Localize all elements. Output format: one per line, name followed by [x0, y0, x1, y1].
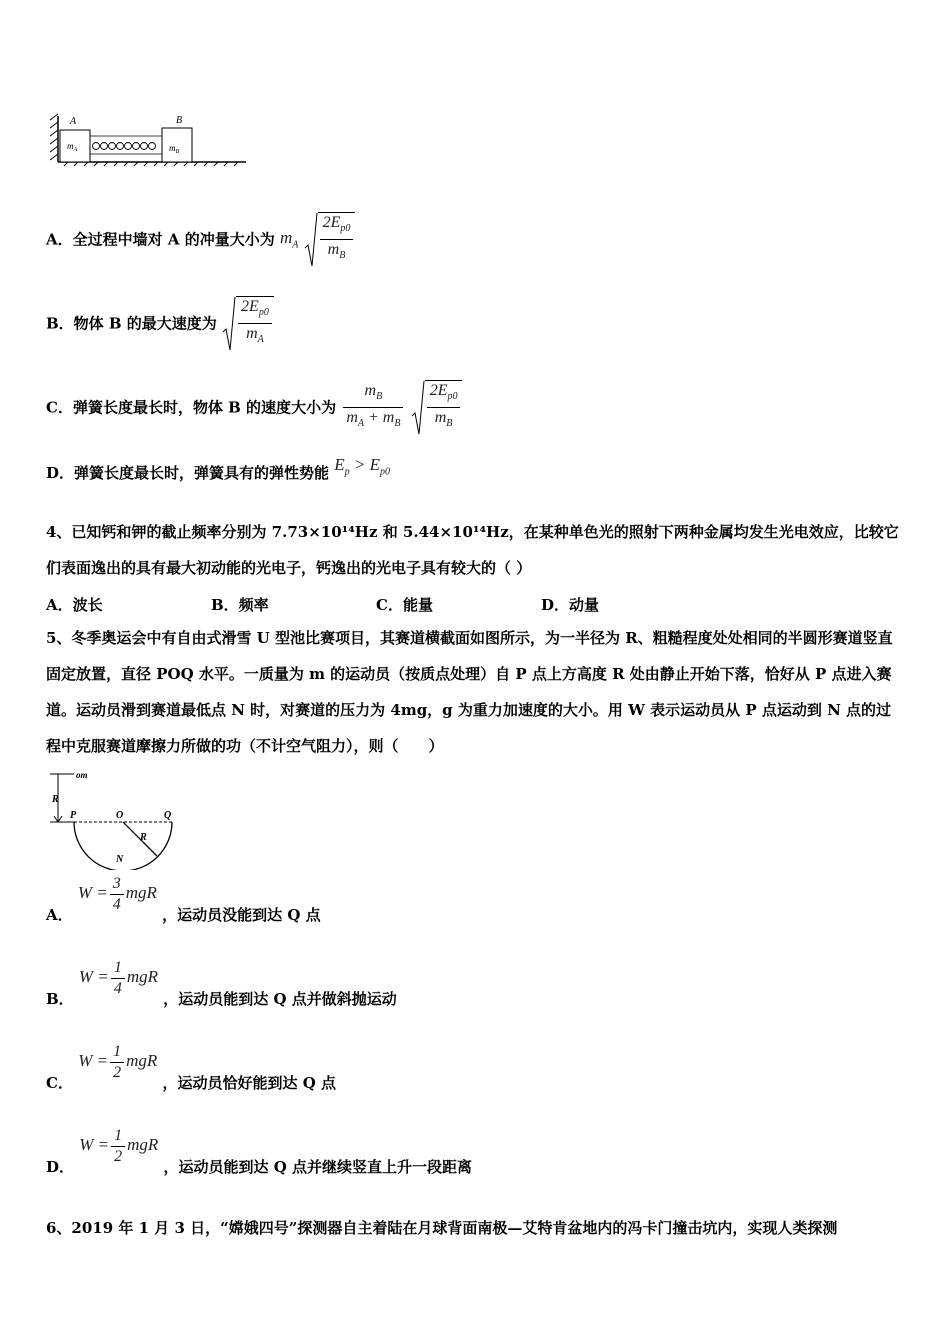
q4-option-d: D．动量 — [541, 596, 600, 614]
q3-option-d: D．弹簧长度最长时，弹簧具有的弹性势能 $E_p > E_{p0}$ — [46, 455, 390, 482]
q5-option-a: A． W = $\frac{3}{4}$ mgR ，运动员没能到达 Q 点 — [46, 875, 321, 924]
spring-block-figure — [44, 108, 254, 172]
q3-option-b: B．物体 B 的最大速度为 $\frac{2E_{p0}}{m_A}$ — [46, 296, 274, 350]
block-a — [60, 130, 90, 162]
q4-option-c: C．能量 — [376, 596, 433, 614]
q3-option-c: C．弹簧长度最长时，物体 B 的速度大小为 $\frac{m_B}{m_A + m_B}$ $\frac{2E_{p0}}{m_B}$ — [46, 380, 462, 434]
half-pipe-figure — [44, 770, 184, 870]
q5-text: 5、冬季奥运会中有自由式滑雪 U 型池比赛项目，其赛道横截面如图所示，为一半径为 R、粗糙程度处处相同的半圆形赛道竖直固定放置，直径 POQ 水平。一质量为 m 的运动员（按质点处理）自 P 点上方高度 R 处由静止开始下落，恰好从 P 点进入赛道。运动员滑到赛道最低点 N 时，对赛道的压力为 4mg，g 为重力加速度的大小。用 W 表示运动员从 P 点运动到 N 点的过程中克服赛道摩擦力所做的功（不计空气阻力），则（ ） — [46, 629, 893, 755]
spring — [93, 143, 156, 150]
svg-text:N: N — [116, 854, 124, 865]
svg-text:mA: $m_A$ — [67, 141, 78, 153]
q4-option-a: A．波长 — [46, 596, 103, 614]
svg-text:mB: $m_B$ — [169, 143, 180, 155]
q3-option-a: A．全过程中墙对 A 的冲量大小为 $m_A$ $\frac{2E_{p0}}{m_B}$ — [46, 212, 355, 266]
q5-option-d: D． W = $\frac{1}{2}$ mgR ，运动员能到达 Q 点并继续竖直上升一段距离 — [46, 1127, 473, 1176]
q6-text: 6、2019 年 1 月 3 日，“嫦娥四号”探测器自主着陆在月球背面南极—艾特肯盆地内的冯卡门撞击坑内，实现人类探测 — [46, 1219, 838, 1237]
svg-text:om: om — [76, 770, 88, 780]
q4-options — [46, 594, 906, 614]
svg-text:P: P — [70, 810, 77, 821]
svg-text:R: R — [140, 832, 147, 843]
svg-text:O: O — [116, 810, 124, 821]
q5-option-b: B． W = $\frac{1}{4}$ mgR ，运动员能到达 Q 点并做斜抛运动 — [46, 959, 397, 1008]
svg-text:Q: Q — [164, 810, 172, 821]
q5-option-c: C． W = $\frac{1}{2}$ mgR ，运动员恰好能到达 Q 点 — [46, 1043, 336, 1092]
svg-text:R: R — [52, 794, 59, 805]
q4-option-b: B．频率 — [211, 596, 269, 614]
q4-text: 4、已知钙和钾的截止频率分别为 7.73×10¹⁴Hz 和 5.44×10¹⁴Hz，在某种单色光的照射下两种金属均发生光电效应，比较它们表面逸出的具有最大初动能的光电子，钙逸出的光电子具有较大的（ ） — [46, 523, 899, 577]
block-b — [162, 128, 192, 162]
label-a: A — [70, 116, 77, 127]
label-b: B — [176, 115, 183, 126]
